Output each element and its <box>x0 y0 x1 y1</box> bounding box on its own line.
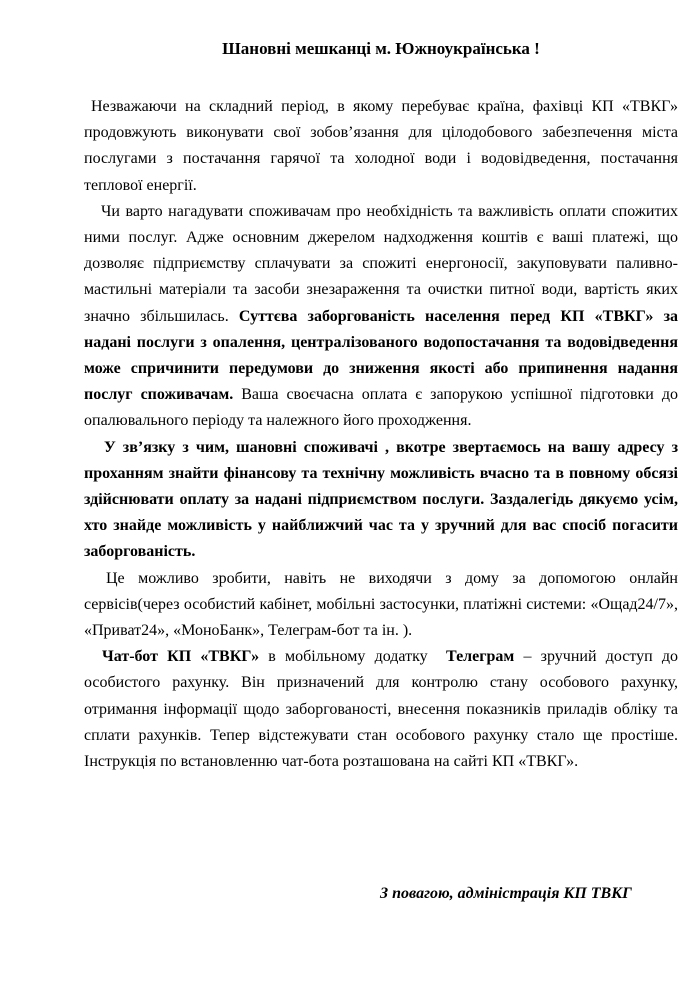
paragraph-3 <box>84 435 678 566</box>
paragraph-5-end: – зручний доступ до особистого рахунку. Він призначений для контролю стану особового рахунку, отримання інформації щодо заборгованості, внесення показників приладів обліку та сплати рахунків. Тепер відстежувати стан особового рахунку стало ще простіше. Інструкція по встановленню чат-бота розташована на сайті КП «ТВКГ». <box>84 648 679 771</box>
paragraph-2 <box>84 199 678 435</box>
paragraph-5-mid: в мобільному додатку <box>268 648 428 666</box>
paragraph-5 <box>84 644 678 775</box>
telegram-label: Телеграм <box>446 648 515 666</box>
document-page <box>84 38 678 775</box>
chat-bot-name: Чат-бот КП «ТВКГ» <box>102 648 260 666</box>
page-title: Шановні мешканці м. Южноукраїнська ! <box>222 39 540 58</box>
paragraph-2-bold: Суттєва заборгованість населення перед КП «ТВКГ» за надані послуги з опалення, централізованого водопостачання та водовідведення може спричинити передумови до зниження якості або припинення надання послуг споживачам. <box>84 307 679 404</box>
paragraph-1: Незважаючи на складний період, в якому перебуває країна, фахівці КП «ТВКГ» продовжують виконувати свої зобов’язання для цілодобового забезпечення міста послугами з постачання гарячої та холодної води і водовідведення, постачання теплової енергії. <box>84 98 678 194</box>
paragraph-2-end: Ваша своєчасна оплата є запорукою успішної підготовки до опалювального періоду та належного його проходження. <box>84 386 679 430</box>
paragraph-2-text: Чи варто нагадувати споживачам про необхідність та важливість оплати спожитих ними послуг. Адже основним джерелом надходження коштів є ваші платежі, що дозволяє підприємству сплачувати за спожиті енергоносії, закуповувати паливно-мастильні матеріали та засоби знезараження та очистки питної води, вартість яких значно збільшилась. <box>84 202 678 325</box>
signature: З повагою, адміністрація КП ТВКГ <box>380 885 632 902</box>
paragraph-4: Це можливо зробити, навіть не виходячи з дому за допомогою онлайн сервісів(через особистий кабінет, мобільні застосунки, платіжні системи: «Ощад24/7», «Приват24», «МоноБанк», Телеграм-бот та ін. ). <box>84 569 678 640</box>
paragraph-3-bold: У зв’язку з чим, шановні споживачі , вкотре звертаємось на вашу адресу з проханням знайти фінансову та технічну можливість вчасно та в повному обсязі здійснювати оплату за надані підприємством послуги. Заздалегідь дякуємо усім, хто знайде можливість у найближчий час та у зручний для вас спосіб погасити заборгованість. <box>84 438 678 561</box>
